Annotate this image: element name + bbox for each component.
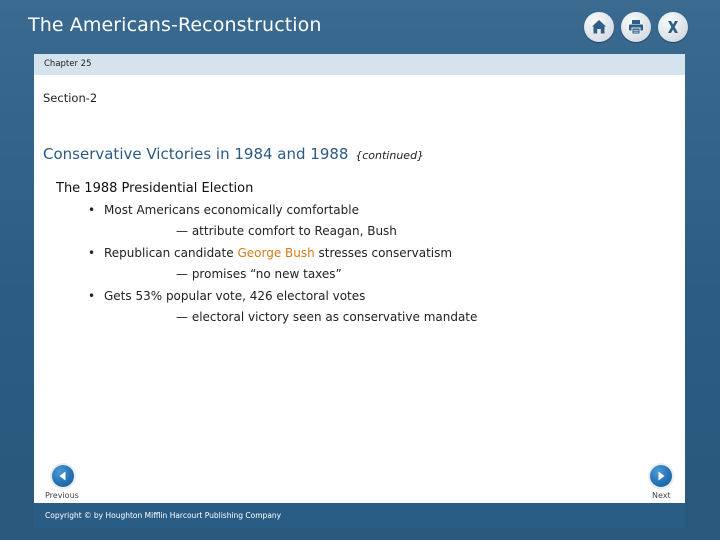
sub-point: — electoral victory seen as conservative mandate <box>176 310 478 324</box>
next-button[interactable] <box>650 465 672 487</box>
arrow-right-icon <box>655 470 667 482</box>
slide-heading <box>43 145 424 163</box>
bullet-dot: • <box>88 203 96 217</box>
slide-content <box>34 75 685 503</box>
app-title: The Americans-Reconstruction <box>28 14 322 36</box>
bullet-text: Most Americans economically comfortable <box>104 203 359 217</box>
bullet-dot: • <box>88 246 96 260</box>
arrow-left-icon <box>57 470 69 482</box>
print-button[interactable] <box>621 12 651 42</box>
section-label: Section-2 <box>43 91 98 105</box>
chapter-band <box>34 54 685 75</box>
sub-point: — attribute comfort to Reagan, Bush <box>176 224 397 238</box>
heading-note: {continued} <box>355 149 425 162</box>
previous-button[interactable] <box>52 465 74 487</box>
home-icon <box>590 18 608 36</box>
footer <box>34 503 685 528</box>
bullet-text: Republican candidate <box>104 246 238 260</box>
toolbar <box>584 12 688 42</box>
print-icon <box>627 18 645 36</box>
slide-subheading: The 1988 Presidential Election <box>56 181 254 196</box>
bullet-text: stresses conservatism <box>314 246 453 260</box>
bullet-item <box>88 289 365 303</box>
chapter-label: Chapter 25 <box>44 59 92 69</box>
next-label[interactable]: Next <box>652 491 671 500</box>
highlighted-name: George Bush <box>237 246 315 260</box>
close-button[interactable] <box>658 12 688 42</box>
copyright-text: Copyright © by Houghton Mifflin Harcourt Publishing Company <box>45 511 282 520</box>
bullet-item <box>88 203 359 217</box>
bullet-text: Gets 53% popular vote, 426 electoral votes <box>104 289 366 303</box>
bullet-dot: • <box>88 289 96 303</box>
close-icon <box>664 18 682 36</box>
previous-label[interactable]: Previous <box>45 491 79 500</box>
heading-text: Conservative Victories in 1984 and 1988 <box>43 145 349 163</box>
home-button[interactable] <box>584 12 614 42</box>
sub-point: — promises “no new taxes” <box>176 267 342 281</box>
bullet-item <box>88 246 452 260</box>
